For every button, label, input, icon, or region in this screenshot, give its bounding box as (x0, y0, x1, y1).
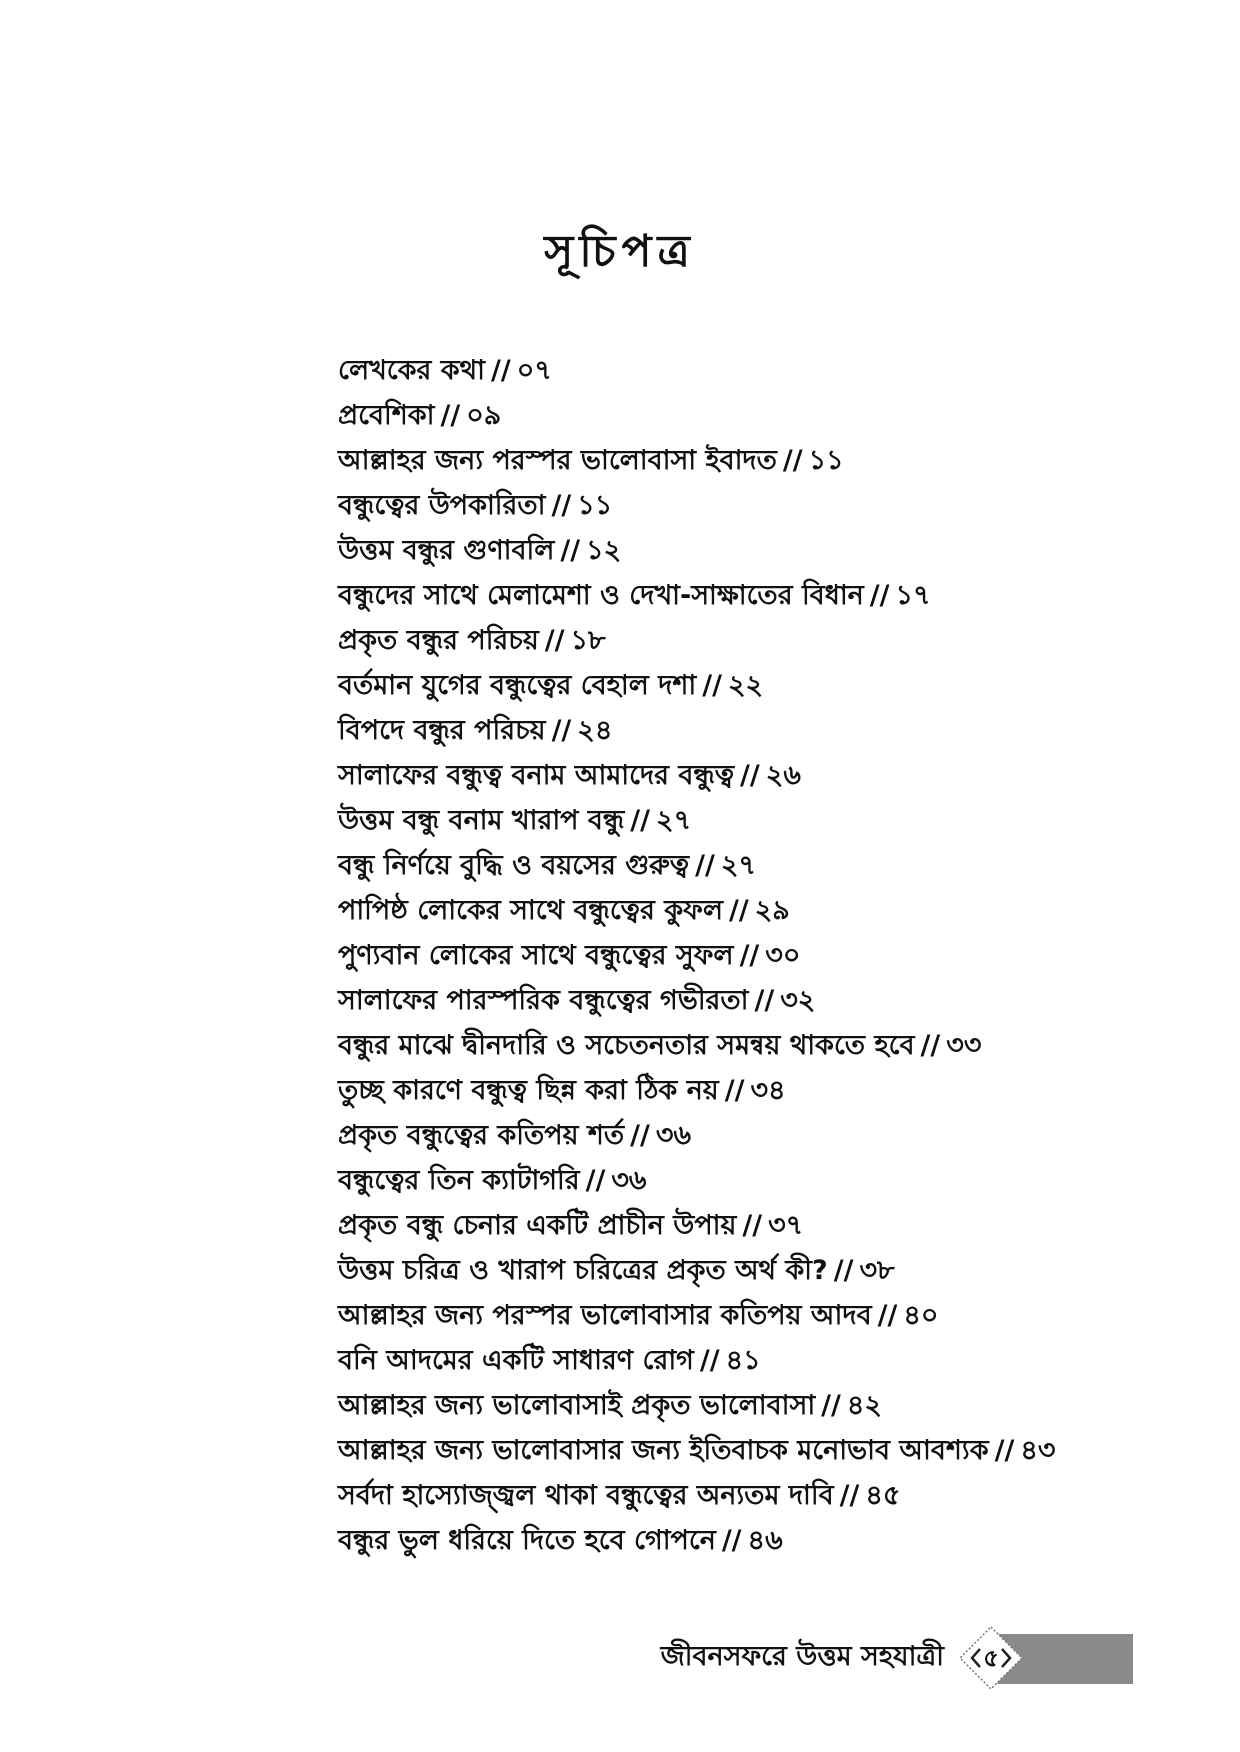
toc-separator: // (994, 1435, 1015, 1466)
toc-entry (338, 978, 1158, 1023)
toc-separator: // (551, 715, 572, 746)
toc-entry (338, 1158, 1158, 1203)
toc-separator: // (833, 1255, 854, 1286)
toc-entry-page: ৩৬ (611, 1165, 647, 1196)
toc-entry (338, 1383, 1158, 1428)
toc-entry-page: ৩৩ (946, 1030, 982, 1061)
toc-separator: // (440, 400, 461, 431)
toc-entry-title: বর্তমান যুগের বন্ধুত্বের বেহাল দশা (338, 670, 697, 701)
toc-separator: // (754, 985, 775, 1016)
toc-separator: // (560, 535, 581, 566)
toc-entry (338, 1203, 1158, 1248)
toc-entry-title: সালাফের পারস্পরিক বন্ধুত্বের গভীরতা (338, 985, 749, 1016)
toc-entry-title: বন্ধুত্বের তিন ক্যাটাগরি (338, 1165, 580, 1196)
toc-entry (338, 933, 1158, 978)
toc-separator: // (695, 850, 715, 881)
toc-entry-page: ৩৮ (859, 1255, 895, 1286)
toc-entry (338, 618, 1158, 663)
toc-separator: // (742, 1210, 763, 1241)
toc-entry-page: ২৭ (656, 805, 692, 836)
toc-entry-page: ২৪ (577, 715, 613, 746)
toc-entry-page: ১২ (586, 535, 622, 566)
toc-entry-page: ২৬ (765, 760, 801, 791)
toc-entry-title: উত্তম বন্ধু বনাম খারাপ বন্ধু (338, 805, 625, 836)
toc-separator: // (782, 445, 803, 476)
toc-entry-page: ১১ (808, 445, 844, 476)
toc-entry (338, 1248, 1158, 1293)
page-number-badge (958, 1625, 1024, 1691)
toc-entry (338, 1068, 1158, 1113)
toc-entry (338, 843, 1158, 888)
toc-separator: // (740, 760, 760, 791)
toc-entry (338, 663, 1158, 708)
toc-entry (338, 1293, 1158, 1338)
toc-entry-page: ৪৬ (747, 1525, 783, 1556)
toc-entry (338, 393, 1158, 438)
toc-separator: // (491, 355, 511, 386)
toc-separator: // (739, 940, 760, 971)
toc-separator: // (920, 1030, 941, 1061)
toc-entry (338, 348, 1158, 393)
toc-entry (338, 1113, 1158, 1158)
toc-entry-page: ১৭ (895, 580, 931, 611)
toc-entry (338, 1428, 1158, 1473)
toc-entry-title: প্রকৃত বন্ধুর পরিচয় (338, 625, 539, 656)
page-number: ৫ (983, 1644, 999, 1672)
toc-entry (338, 798, 1158, 843)
toc-entry (338, 528, 1158, 573)
toc-entry-title: বনি আদমের একটি সাধারণ রোগ (338, 1345, 694, 1376)
toc-entry-page: ৩৬ (655, 1120, 692, 1151)
toc-separator: // (630, 805, 651, 836)
toc-entry-title: প্রবেশিকা (338, 400, 435, 431)
page-title: সূচিপত্র (544, 226, 696, 277)
toc-entry-title: বন্ধু নির্ণয়ে বুদ্ধি ও বয়সের গুরুত্ব (338, 850, 690, 881)
toc-separator: // (699, 1345, 720, 1376)
toc-separator: // (551, 490, 572, 521)
toc-entry (338, 753, 1158, 798)
toc-entry-page: ২৭ (720, 850, 756, 881)
toc-entry-title: বন্ধুর ভুল ধরিয়ে দিতে হবে গোপনে (338, 1525, 716, 1556)
toc-separator: // (630, 1120, 650, 1151)
toc-entry (338, 483, 1158, 528)
toc-entry (338, 573, 1158, 618)
toc-entry-page: ৩৪ (750, 1075, 786, 1106)
toc-entry (338, 708, 1158, 753)
toc-entry-page: ৩২ (780, 985, 816, 1016)
toc-entry-title: উত্তম বন্ধুর গুণাবলি (338, 535, 555, 566)
page-footer (0, 1622, 1240, 1692)
toc-entry-title: লেখকের কথা (338, 355, 485, 386)
toc-separator: // (702, 670, 722, 701)
toc-entry (338, 1338, 1158, 1383)
toc-entry-page: ০৯ (466, 400, 502, 431)
toc-entry-page: ৪৩ (1020, 1435, 1056, 1466)
toc-entry-page: ০৭ (516, 355, 552, 386)
toc-entry-title: উত্তম চরিত্র ও খারাপ চরিত্রের প্রকৃত অর্থ কী? (338, 1255, 828, 1286)
toc-separator: // (877, 1300, 898, 1331)
toc-entry-title: আল্লাহর জন্য ভালোবাসাই প্রকৃত ভালোবাসা (338, 1390, 816, 1421)
toc-entry-page: ৪১ (725, 1345, 761, 1376)
toc-separator: // (544, 625, 565, 656)
toc-entry-title: তুচ্ছ কারণে বন্ধুত্ব ছিন্ন করা ঠিক নয় (338, 1075, 719, 1106)
toc-entry-page: ১১ (577, 490, 613, 521)
toc-entry-title: বন্ধুর মাঝে দ্বীনদারি ও সচেতনতার সমন্বয় থাকতে হবে (338, 1030, 915, 1061)
toc-entry-title: সর্বদা হাস্যোজ্জ্বল থাকা বন্ধুত্বের অন্যতম দাবি (338, 1480, 834, 1511)
toc-entry (338, 1023, 1158, 1068)
toc-entry-title: আল্লাহর জন্য পরস্পর ভালোবাসার কতিপয় আদব (338, 1300, 872, 1331)
toc-entry-title: প্রকৃত বন্ধু চেনার একটি প্রাচীন উপায় (338, 1210, 737, 1241)
toc-entry-title: পুণ্যবান লোকের সাথে বন্ধুত্বের সুফল (338, 940, 734, 971)
toc-separator: // (728, 895, 749, 926)
toc-separator: // (585, 1165, 606, 1196)
toc-entry-page: ১৮ (570, 625, 606, 656)
footer-book-title: জীবনসফরে উত্তম সহযাত্রী (660, 1641, 944, 1672)
toc-separator: // (839, 1480, 860, 1511)
toc-entry (338, 1518, 1158, 1563)
toc-entry (338, 1473, 1158, 1518)
table-of-contents (338, 348, 1158, 1563)
toc-separator: // (869, 580, 890, 611)
toc-entry-page: ৩৭ (768, 1210, 804, 1241)
toc-entry-title: বন্ধুদের সাথে মেলামেশা ও দেখা-সাক্ষাতের বিধান (338, 580, 864, 611)
toc-entry-page: ৪০ (903, 1300, 939, 1331)
toc-separator: // (721, 1525, 742, 1556)
toc-entry-title: সালাফের বন্ধুত্ব বনাম আমাদের বন্ধুত্ব (338, 760, 735, 791)
toc-entry-title: বিপদে বন্ধুর পরিচয় (338, 715, 546, 746)
toc-entry (338, 438, 1158, 483)
toc-entry-page: ৪৫ (865, 1480, 901, 1511)
toc-entry-title: আল্লাহর জন্য ভালোবাসার জন্য ইতিবাচক মনোভাব আবশ্যক (338, 1435, 989, 1466)
toc-entry-title: প্রকৃত বন্ধুত্বের কতিপয় শর্ত (338, 1120, 625, 1151)
toc-separator: // (724, 1075, 745, 1106)
toc-entry-page: ৩০ (765, 940, 801, 971)
toc-entry-title: আল্লাহর জন্য পরস্পর ভালোবাসা ইবাদত (338, 445, 777, 476)
toc-entry-title: পাপিষ্ঠ লোকের সাথে বন্ধুত্বের কুফল (338, 895, 723, 926)
toc-entry-page: ২৯ (754, 895, 790, 926)
toc-entry (338, 888, 1158, 933)
toc-separator: // (821, 1390, 841, 1421)
toc-entry-page: ৪২ (846, 1390, 882, 1421)
toc-entry-page: ২২ (727, 670, 764, 701)
toc-entry-title: বন্ধুত্বের উপকারিতা (338, 490, 546, 521)
